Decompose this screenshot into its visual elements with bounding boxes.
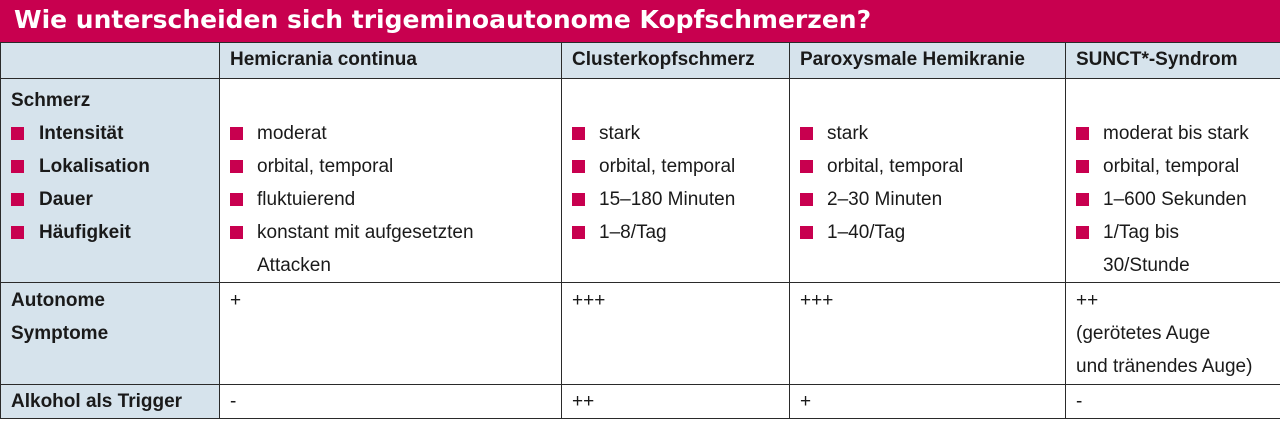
column-header-paroxysmal: Paroxysmale Hemikranie (790, 43, 1066, 79)
cell-schmerz-paroxysmal (790, 79, 1066, 283)
bullet-square-icon (230, 226, 243, 239)
cell-autonome-hemicrania: + (220, 283, 562, 385)
cell-autonome-cluster: +++ (562, 283, 790, 385)
list-item: 1–8/Tag (572, 216, 779, 249)
list-item: 2–30 Minuten (800, 183, 1055, 216)
list-item: stark (800, 117, 1055, 150)
list-item: orbital, temporal (800, 150, 1055, 183)
cell-schmerz-sunct (1066, 79, 1280, 283)
row-label-alkohol: Alkohol als Trigger (1, 385, 220, 419)
bullet-square-icon (1076, 193, 1089, 206)
column-header-hemicrania: Hemicrania continua (220, 43, 562, 79)
cell-alkohol-paroxysmal: + (790, 385, 1066, 419)
sub-label-dauer: Dauer (11, 183, 209, 216)
cell-alkohol-hemicrania: - (220, 385, 562, 419)
cell-alkohol-cluster: ++ (562, 385, 790, 419)
table-row-alkohol (1, 385, 1280, 419)
bullet-square-icon (800, 226, 813, 239)
list-item: konstant mit aufgesetzten (230, 216, 551, 249)
list-item: orbital, temporal (1076, 150, 1270, 183)
bullet-square-icon (11, 193, 24, 206)
bullet-square-icon (1076, 226, 1089, 239)
bullet-square-icon (572, 127, 585, 140)
list-item: fluktuierend (230, 183, 551, 216)
list-item: 15–180 Minuten (572, 183, 779, 216)
bullet-square-icon (11, 160, 24, 173)
comparison-table (0, 42, 1280, 419)
bullet-square-icon (800, 193, 813, 206)
bullet-square-icon (572, 193, 585, 206)
list-item-continuation: Attacken (257, 255, 331, 276)
list-item: 1–600 Sekunden (1076, 183, 1270, 216)
bullet-square-icon (11, 226, 24, 239)
bullet-square-icon (11, 127, 24, 140)
bullet-square-icon (572, 160, 585, 173)
column-header-sunct: SUNCT*-Syndrom (1066, 43, 1280, 79)
corner-cell (1, 43, 220, 79)
list-item: orbital, temporal (230, 150, 551, 183)
list-item: 1/Tag bis (1076, 216, 1270, 249)
bullet-square-icon (1076, 160, 1089, 173)
row-label-text: Schmerz (11, 90, 91, 111)
table-row-autonome (1, 283, 1280, 385)
header-row (1, 43, 1280, 79)
bullet-square-icon (800, 127, 813, 140)
list-item: 1–40/Tag (800, 216, 1055, 249)
list-item: stark (572, 117, 779, 150)
list-item: moderat bis stark (1076, 117, 1270, 150)
column-header-cluster: Clusterkopfschmerz (562, 43, 790, 79)
cell-alkohol-sunct: - (1066, 385, 1280, 419)
table-row-schmerz (1, 79, 1280, 283)
bullet-square-icon (800, 160, 813, 173)
sub-label-intensitaet: Intensität (11, 117, 209, 150)
cell-schmerz-cluster (562, 79, 790, 283)
cell-autonome-paroxysmal: +++ (790, 283, 1066, 385)
list-item: moderat (230, 117, 551, 150)
list-item: orbital, temporal (572, 150, 779, 183)
bullet-square-icon (572, 226, 585, 239)
page-title: Wie unterscheiden sich trigeminoautonome Kopfschmerzen? (0, 0, 1280, 42)
bullet-square-icon (230, 193, 243, 206)
sub-label-haeufigkeit: Häufigkeit (11, 216, 209, 249)
cell-autonome-sunct: ++ (gerötetes Auge und tränendes Auge) (1066, 283, 1280, 385)
list-item-continuation: 30/Stunde (1103, 255, 1190, 276)
bullet-square-icon (230, 160, 243, 173)
cell-schmerz-hemicrania (220, 79, 562, 283)
sub-label-lokalisation: Lokalisation (11, 150, 209, 183)
row-label-autonome: Autonome Symptome (1, 283, 220, 385)
row-label-schmerz (1, 79, 220, 283)
bullet-square-icon (1076, 127, 1089, 140)
bullet-square-icon (230, 127, 243, 140)
